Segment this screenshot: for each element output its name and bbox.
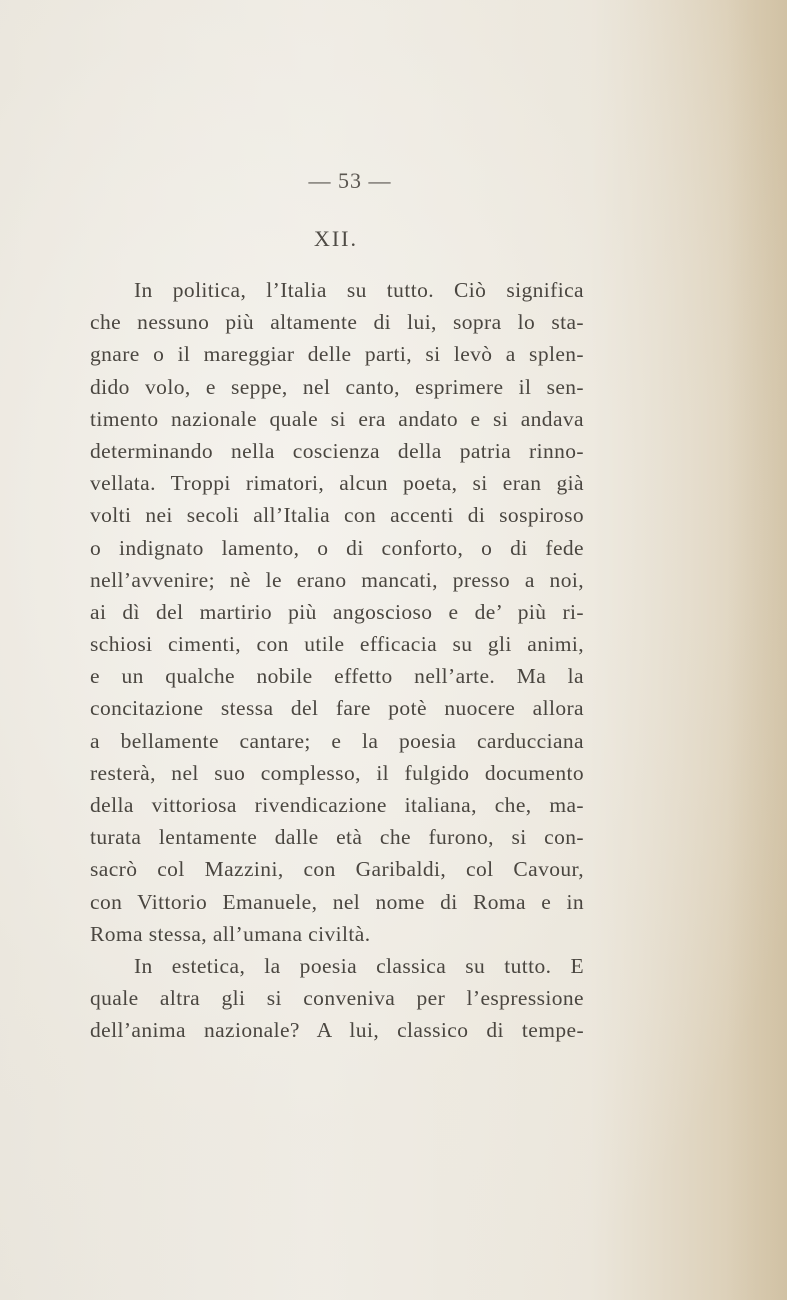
text-line: determinando nella coscienza della patria rinno- bbox=[90, 438, 584, 463]
text-line: resterà, nel suo complesso, il fulgido documento bbox=[90, 760, 584, 785]
text-line: nell’avvenire; nè le erano mancati, presso a noi, bbox=[90, 567, 584, 592]
chapter-heading: XII. bbox=[313, 226, 359, 251]
text-line: quale altra gli si conveniva per l’espressione bbox=[90, 986, 584, 1011]
text-line: turata lentamente dalle età che furono, si con- bbox=[90, 825, 584, 850]
text-line: con Vittorio Emanuele, nel nome di Roma e in bbox=[90, 889, 584, 914]
text-line: In politica, l’Italia su tutto. Ciò significa bbox=[134, 278, 584, 302]
page-edge-shadow bbox=[727, 0, 787, 1300]
text-line: della vittoriosa rivendicazione italiana, che, ma- bbox=[90, 793, 584, 817]
text-line: dell’anima nazionale? A lui, classico di tempe- bbox=[90, 1018, 584, 1043]
text-line: In estetica, la poesia classica su tutto. E bbox=[134, 953, 584, 978]
text-line: che nessuno più altamente di lui, sopra lo sta- bbox=[90, 310, 584, 335]
page-number: — 53 — bbox=[308, 168, 392, 193]
text-line: gnare o il mareggiar delle parti, si levò a splen- bbox=[90, 342, 584, 367]
body-text bbox=[90, 274, 584, 1047]
text-line: timento nazionale quale si era andato e si andava bbox=[90, 406, 584, 431]
text-line: dido volo, e seppe, nel canto, esprimere il sen- bbox=[90, 374, 584, 399]
text-line: o indignato lamento, o di conforto, o di fede bbox=[90, 535, 584, 560]
text-line: a bellamente cantare; e la poesia carducciana bbox=[90, 728, 584, 753]
text-line: volti nei secoli all’Italia con accenti di sospiroso bbox=[90, 503, 584, 528]
text-line: concitazione stessa del fare potè nuocere allora bbox=[90, 696, 584, 721]
text-line: sacrò col Mazzini, con Garibaldi, col Cavour, bbox=[90, 857, 584, 882]
text-line: Roma stessa, all’umana civiltà. bbox=[90, 921, 371, 946]
text-line: ai dì del martirio più angoscioso e de’ più ri- bbox=[90, 599, 584, 624]
text-line: vellata. Troppi rimatori, alcun poeta, si eran già bbox=[90, 471, 584, 496]
text-line: e un qualche nobile effetto nell’arte. Ma la bbox=[90, 664, 584, 689]
text-line: schiosi cimenti, con utile efficacia su gli animi, bbox=[90, 632, 584, 657]
